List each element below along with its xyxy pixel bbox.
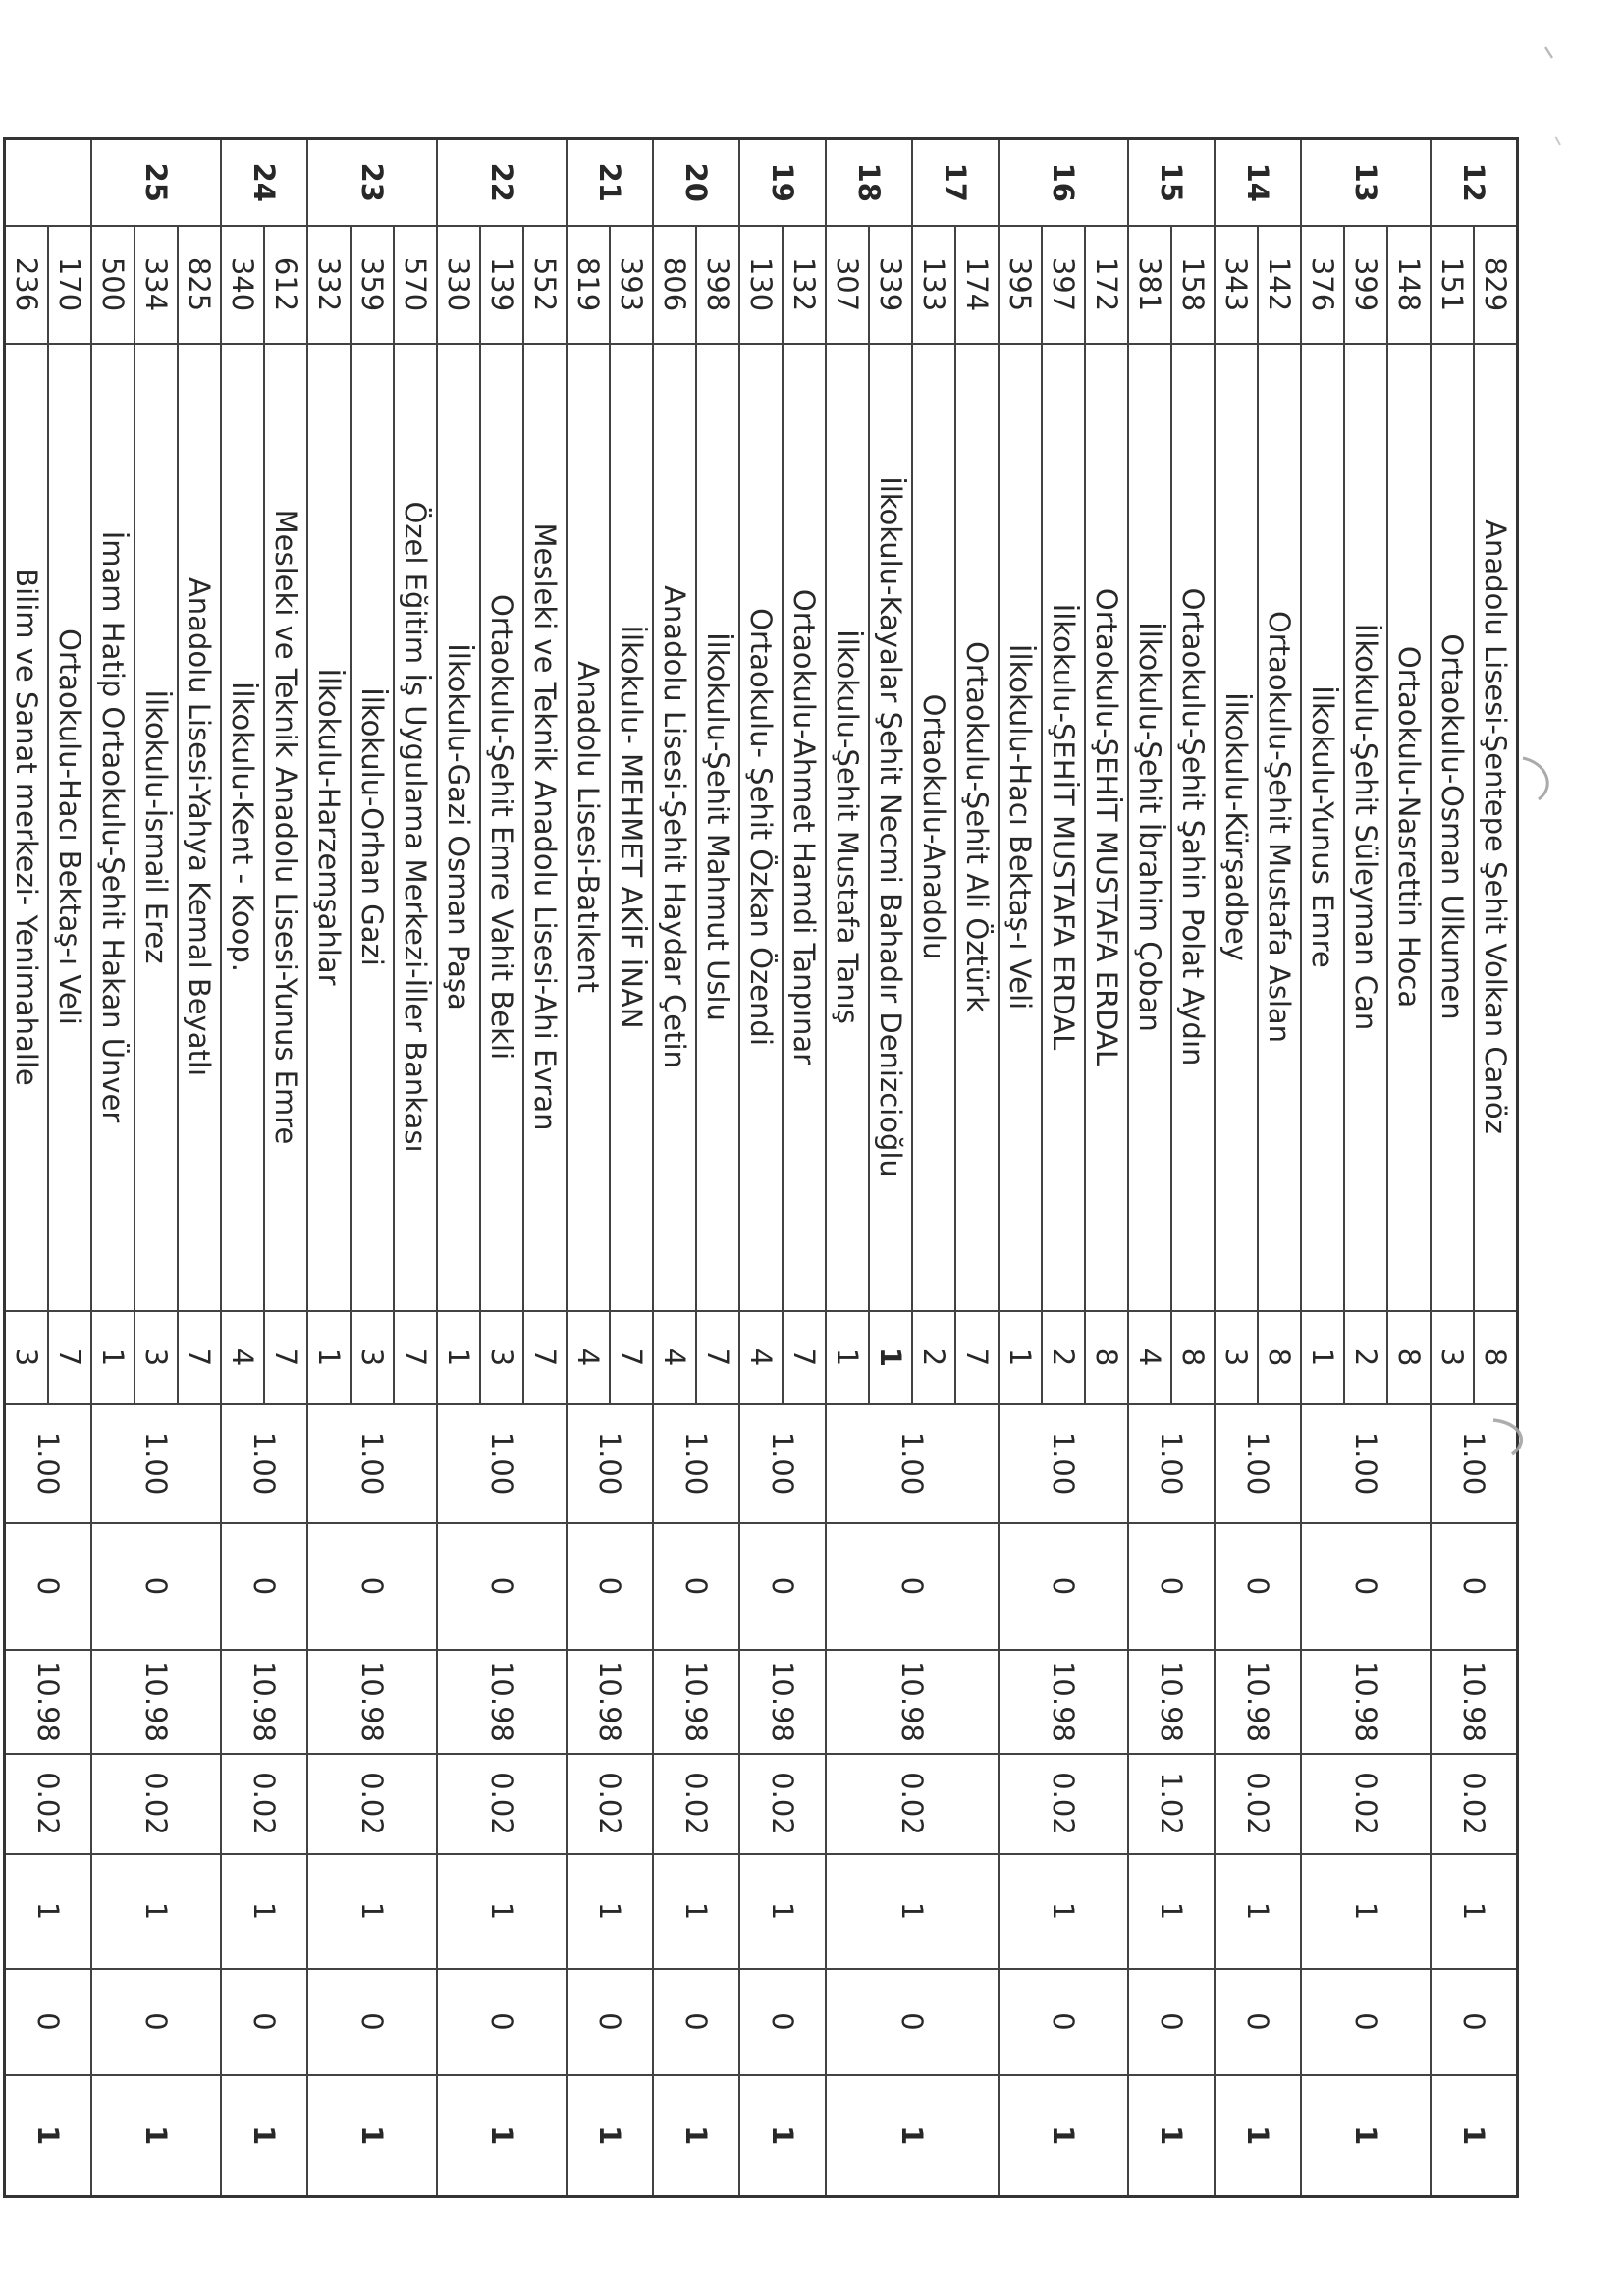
count-cell: 8 xyxy=(1387,1311,1431,1404)
stat-cell: 0.02 xyxy=(1215,1754,1301,1854)
stat-cell: 10.98 xyxy=(91,1650,221,1754)
group-number-cell xyxy=(5,139,92,226)
school-name-cell: Ortaokulu-Şehit Şahin Polat Aydın xyxy=(1171,344,1215,1311)
count-cell: 3 xyxy=(480,1311,523,1404)
count-cell: 7 xyxy=(610,1311,653,1404)
school-name-cell: Mesleki ve Teknik Anadolu Lisesi-Ahi Evran xyxy=(523,344,567,1311)
stat-cell: 10.98 xyxy=(437,1650,567,1754)
stat-cell: 1 xyxy=(5,2075,92,2197)
group-number-cell: 16 xyxy=(999,139,1128,226)
count-cell: 2 xyxy=(1344,1311,1387,1404)
stat-cell: 1 xyxy=(567,2075,653,2197)
group-number-cell: 25 xyxy=(91,139,221,226)
school-code-cell: 133 xyxy=(912,226,955,344)
stat-cell: 10.98 xyxy=(739,1650,826,1754)
stat-cell: 1.00 xyxy=(567,1404,653,1523)
count-cell: 8 xyxy=(1474,1311,1518,1404)
school-code-cell: 500 xyxy=(91,226,135,344)
count-cell: 7 xyxy=(955,1311,999,1404)
stat-cell: 10.98 xyxy=(1431,1650,1518,1754)
school-code-cell: 158 xyxy=(1171,226,1215,344)
school-code-cell: 825 xyxy=(178,226,221,344)
table-row xyxy=(1085,139,1128,2197)
stat-cell: 1 xyxy=(826,2075,999,2197)
group-number-cell: 15 xyxy=(1128,139,1215,226)
count-cell: 4 xyxy=(739,1311,783,1404)
stat-cell: 1.02 xyxy=(1128,1754,1215,1854)
school-name-cell: İlkokulu-Yunus Emre xyxy=(1301,344,1344,1311)
count-cell: 1 xyxy=(826,1311,869,1404)
school-name-cell: İlkokulu-Şehit Mustafa Tanış xyxy=(826,344,869,1311)
table-row xyxy=(1387,139,1431,2197)
stat-cell: 0 xyxy=(91,1523,221,1650)
school-name-cell: Bilim ve Sanat merkezi- Yenimahalle xyxy=(5,344,49,1311)
school-code-cell: 307 xyxy=(826,226,869,344)
count-cell: 7 xyxy=(783,1311,826,1404)
count-cell: 8 xyxy=(1085,1311,1128,1404)
stat-cell: 0 xyxy=(221,1969,307,2075)
stat-cell: 0.02 xyxy=(5,1754,92,1854)
school-allocation-table xyxy=(3,137,1519,2198)
group-number-cell: 14 xyxy=(1215,139,1301,226)
school-code-cell: 806 xyxy=(653,226,696,344)
stat-cell: 1 xyxy=(1301,2075,1431,2197)
group-number-cell: 12 xyxy=(1431,139,1518,226)
school-name-cell: Özel Eğitim İş Uygulama Merkezi-İller Bankası xyxy=(394,344,437,1311)
stat-cell: 1 xyxy=(221,1854,307,1969)
school-code-cell: 148 xyxy=(1387,226,1431,344)
stat-cell: 0 xyxy=(221,1523,307,1650)
school-name-cell: Mesleki ve Teknik Anadolu Lisesi-Yunus Emre xyxy=(264,344,307,1311)
stat-cell: 1 xyxy=(999,1854,1128,1969)
school-code-cell: 330 xyxy=(437,226,480,344)
table-row xyxy=(1474,139,1518,2197)
stat-cell: 10.98 xyxy=(826,1650,999,1754)
count-cell: 1 xyxy=(307,1311,351,1404)
school-code-cell: 819 xyxy=(567,226,610,344)
stat-cell: 0.02 xyxy=(91,1754,221,1854)
school-code-cell: 395 xyxy=(999,226,1042,344)
school-code-cell: 132 xyxy=(783,226,826,344)
stat-cell: 0.02 xyxy=(653,1754,739,1854)
pen-speck-2-icon xyxy=(1555,137,1560,145)
stat-cell: 1.00 xyxy=(307,1404,437,1523)
stat-cell: 0 xyxy=(999,1523,1128,1650)
stat-cell: 1 xyxy=(437,1854,567,1969)
stat-cell: 10.98 xyxy=(653,1650,739,1754)
stat-cell: 0 xyxy=(739,1523,826,1650)
stat-cell: 0 xyxy=(653,1523,739,1650)
school-code-cell: 381 xyxy=(1128,226,1171,344)
stat-cell: 1.00 xyxy=(826,1404,999,1523)
stat-cell: 0.02 xyxy=(999,1754,1128,1854)
group-number-cell: 17 xyxy=(912,139,999,226)
stat-cell: 10.98 xyxy=(999,1650,1128,1754)
table-row xyxy=(264,139,307,2197)
stat-cell: 1.00 xyxy=(91,1404,221,1523)
stat-cell: 0 xyxy=(999,1969,1128,2075)
table-row xyxy=(1171,139,1215,2197)
school-code-cell: 829 xyxy=(1474,226,1518,344)
school-name-cell: İlkokulu-Kayalar Şehit Necmi Bahadır Denizcioğlu xyxy=(869,344,912,1311)
stat-cell: 1 xyxy=(307,1854,437,1969)
school-name-cell: İlkokulu-Şehit İbrahim Çoban xyxy=(1128,344,1171,1311)
table-row xyxy=(696,139,739,2197)
group-number-cell: 20 xyxy=(653,139,739,226)
school-name-cell: Ortaokulu-Şehit Emre Vahit Bekli xyxy=(480,344,523,1311)
school-name-cell: Ortaokulu-Anadolu xyxy=(912,344,955,1311)
school-name-cell: Anadolu Lisesi-Yahya Kemal Beyatlı xyxy=(178,344,221,1311)
stat-cell: 10.98 xyxy=(1215,1650,1301,1754)
school-name-cell: Ortaokulu-Nasrettin Hoca xyxy=(1387,344,1431,1311)
group-number-cell: 21 xyxy=(567,139,653,226)
school-name-cell: Anadolu Lisesi-Şehit Haydar Çetin xyxy=(653,344,696,1311)
school-code-cell: 139 xyxy=(480,226,523,344)
stat-cell: 1 xyxy=(221,2075,307,2197)
school-name-cell: Ortaokulu-Şehit Ali Öztürk xyxy=(955,344,999,1311)
stat-cell: 10.98 xyxy=(567,1650,653,1754)
group-number-cell: 24 xyxy=(221,139,307,226)
stat-cell: 0 xyxy=(437,1523,567,1650)
stat-cell: 10.98 xyxy=(1128,1650,1215,1754)
count-cell: 7 xyxy=(178,1311,221,1404)
count-cell: 7 xyxy=(696,1311,739,1404)
school-code-cell: 393 xyxy=(610,226,653,344)
school-code-cell: 170 xyxy=(48,226,91,344)
school-code-cell: 151 xyxy=(1431,226,1474,344)
stat-cell: 1 xyxy=(5,1854,92,1969)
school-code-cell: 398 xyxy=(696,226,739,344)
stat-cell: 1.00 xyxy=(437,1404,567,1523)
count-cell: 7 xyxy=(394,1311,437,1404)
stat-cell: 0 xyxy=(1431,1523,1518,1650)
stat-cell: 0 xyxy=(437,1969,567,2075)
stat-cell: 1.00 xyxy=(1301,1404,1431,1523)
stat-cell: 1 xyxy=(999,2075,1128,2197)
school-name-cell: İlkokulu-Kürşadbey xyxy=(1215,344,1258,1311)
school-code-cell: 332 xyxy=(307,226,351,344)
stat-cell: 1 xyxy=(1215,2075,1301,2197)
stat-cell: 1 xyxy=(437,2075,567,2197)
stat-cell: 1 xyxy=(1128,2075,1215,2197)
stat-cell: 0 xyxy=(1431,1969,1518,2075)
school-name-cell: Anadolu Lisesi-Batıkent xyxy=(567,344,610,1311)
stat-cell: 1 xyxy=(1431,1854,1518,1969)
school-name-cell: Ortaokulu- Şehit Özkan Özendi xyxy=(739,344,783,1311)
stat-cell: 0.02 xyxy=(826,1754,999,1854)
stat-cell: 0.02 xyxy=(1431,1754,1518,1854)
count-cell: 4 xyxy=(653,1311,696,1404)
stat-cell: 0 xyxy=(567,1969,653,2075)
stat-cell: 0 xyxy=(91,1969,221,2075)
school-name-cell: İlkokulu-Hacı Bektaş-ı Veli xyxy=(999,344,1042,1311)
stat-cell: 0 xyxy=(653,1969,739,2075)
stat-cell: 0 xyxy=(1215,1969,1301,2075)
stat-cell: 1.00 xyxy=(999,1404,1128,1523)
school-code-cell: 359 xyxy=(351,226,394,344)
school-code-cell: 397 xyxy=(1042,226,1085,344)
school-code-cell: 343 xyxy=(1215,226,1258,344)
stat-cell: 10.98 xyxy=(307,1650,437,1754)
stat-cell: 1 xyxy=(1301,1854,1431,1969)
count-cell: 3 xyxy=(135,1311,178,1404)
school-name-cell: İlkokulu-Gazi Osman Paşa xyxy=(437,344,480,1311)
count-cell: 3 xyxy=(351,1311,394,1404)
school-name-cell: İlkokulu-Şehit Mahmut Uslu xyxy=(696,344,739,1311)
school-code-cell: 334 xyxy=(135,226,178,344)
table-row xyxy=(523,139,567,2197)
school-name-cell: İlkokulu-İsmail Erez xyxy=(135,344,178,1311)
stat-cell: 1.00 xyxy=(221,1404,307,1523)
stat-cell: 10.98 xyxy=(221,1650,307,1754)
school-name-cell: Ortaokulu-Şehit Mustafa Aslan xyxy=(1258,344,1301,1311)
count-cell: 4 xyxy=(1128,1311,1171,1404)
school-name-cell: İlkokulu-Şehit Süleyman Can xyxy=(1344,344,1387,1311)
group-number-cell: 22 xyxy=(437,139,567,226)
stat-cell: 0 xyxy=(826,1969,999,2075)
school-code-cell: 174 xyxy=(955,226,999,344)
stat-cell: 1 xyxy=(567,1854,653,1969)
table-row xyxy=(178,139,221,2197)
pen-arc-above-table-left-icon xyxy=(1523,758,1547,799)
stat-cell: 1 xyxy=(739,1854,826,1969)
count-cell: 2 xyxy=(912,1311,955,1404)
stat-cell: 0 xyxy=(307,1523,437,1650)
count-cell: 3 xyxy=(1215,1311,1258,1404)
school-name-cell: İmam Hatip Ortaokulu-Şehit Hakan Ünver xyxy=(91,344,135,1311)
stat-cell: 0 xyxy=(826,1523,999,1650)
stat-cell: 0.02 xyxy=(567,1754,653,1854)
stat-cell: 0.02 xyxy=(307,1754,437,1854)
stat-cell: 1 xyxy=(826,1854,999,1969)
count-cell: 8 xyxy=(1258,1311,1301,1404)
count-cell: 7 xyxy=(48,1311,91,1404)
school-code-cell: 142 xyxy=(1258,226,1301,344)
school-code-cell: 339 xyxy=(869,226,912,344)
school-code-cell: 399 xyxy=(1344,226,1387,344)
school-name-cell: İlkokulu-Orhan Gazi xyxy=(351,344,394,1311)
stat-cell: 1 xyxy=(91,1854,221,1969)
pen-speck-1-icon xyxy=(1545,47,1552,58)
stat-cell: 1 xyxy=(1431,2075,1518,2197)
stat-cell: 1.00 xyxy=(1128,1404,1215,1523)
stat-cell: 0 xyxy=(1128,1969,1215,2075)
stat-cell: 0 xyxy=(5,1969,92,2075)
table-row xyxy=(1258,139,1301,2197)
count-cell: 8 xyxy=(1171,1311,1215,1404)
stat-cell: 1 xyxy=(653,1854,739,1969)
stat-cell: 1 xyxy=(1128,1854,1215,1969)
stat-cell: 0 xyxy=(307,1969,437,2075)
count-cell: 4 xyxy=(221,1311,264,1404)
school-code-cell: 570 xyxy=(394,226,437,344)
stat-cell: 0 xyxy=(1215,1523,1301,1650)
count-cell: 7 xyxy=(523,1311,567,1404)
school-name-cell: İlkokulu- MEHMET AKİF İNAN xyxy=(610,344,653,1311)
school-name-cell: Ortaokulu-Hacı Bektaş-ı Veli xyxy=(48,344,91,1311)
stat-cell: 10.98 xyxy=(1301,1650,1431,1754)
table-row xyxy=(783,139,826,2197)
group-number-cell: 23 xyxy=(307,139,437,226)
table-row xyxy=(394,139,437,2197)
school-code-cell: 340 xyxy=(221,226,264,344)
school-code-cell: 376 xyxy=(1301,226,1344,344)
stat-cell: 0 xyxy=(1301,1969,1431,2075)
school-code-cell: 552 xyxy=(523,226,567,344)
table-row xyxy=(610,139,653,2197)
stat-cell: 1 xyxy=(1215,1854,1301,1969)
stat-cell: 0.02 xyxy=(437,1754,567,1854)
stat-cell: 0 xyxy=(5,1523,92,1650)
count-cell: 4 xyxy=(567,1311,610,1404)
count-cell: 1 xyxy=(1301,1311,1344,1404)
count-cell: 2 xyxy=(1042,1311,1085,1404)
school-name-cell: Ortaokulu-Ahmet Hamdi Tanpınar xyxy=(783,344,826,1311)
count-cell: 3 xyxy=(1431,1311,1474,1404)
stat-cell: 0 xyxy=(1301,1523,1431,1650)
stat-cell: 1.00 xyxy=(5,1404,92,1523)
school-name-cell: Anadolu Lisesi-Şentepe Şehit Volkan Canöz xyxy=(1474,344,1518,1311)
count-cell: 7 xyxy=(264,1311,307,1404)
stat-cell: 1 xyxy=(91,2075,221,2197)
school-code-cell: 172 xyxy=(1085,226,1128,344)
stat-cell: 0 xyxy=(1128,1523,1215,1650)
count-cell: 3 xyxy=(5,1311,49,1404)
count-cell: 1 xyxy=(91,1311,135,1404)
stat-cell: 0 xyxy=(567,1523,653,1650)
school-name-cell: İlkokulu-Kent - Koop. xyxy=(221,344,264,1311)
stat-cell: 1.00 xyxy=(1431,1404,1518,1523)
stat-cell: 0 xyxy=(739,1969,826,2075)
count-cell: 1 xyxy=(869,1311,912,1404)
school-name-cell: İlkokulu-Harzemşahlar xyxy=(307,344,351,1311)
stat-cell: 10.98 xyxy=(5,1650,92,1754)
group-number-cell: 19 xyxy=(739,139,826,226)
count-cell: 1 xyxy=(437,1311,480,1404)
stat-cell: 1 xyxy=(307,2075,437,2197)
stat-cell: 1 xyxy=(653,2075,739,2197)
school-name-cell: İlkokulu-ŞEHİT MUSTAFA ERDAL xyxy=(1042,344,1085,1311)
school-code-cell: 612 xyxy=(264,226,307,344)
group-number-cell: 13 xyxy=(1301,139,1431,226)
stat-cell: 0.02 xyxy=(221,1754,307,1854)
stat-cell: 0.02 xyxy=(1301,1754,1431,1854)
stat-cell: 1.00 xyxy=(739,1404,826,1523)
school-code-cell: 130 xyxy=(739,226,783,344)
table-row xyxy=(48,139,91,2197)
school-name-cell: Ortaokulu-Osman Ulkumen xyxy=(1431,344,1474,1311)
stat-cell: 1.00 xyxy=(1215,1404,1301,1523)
stat-cell: 1.00 xyxy=(653,1404,739,1523)
school-code-cell: 236 xyxy=(5,226,49,344)
table-row xyxy=(955,139,999,2197)
stat-cell: 1 xyxy=(739,2075,826,2197)
school-name-cell: Ortaokulu-ŞEHİT MUSTAFA ERDAL xyxy=(1085,344,1128,1311)
count-cell: 1 xyxy=(999,1311,1042,1404)
group-number-cell: 18 xyxy=(826,139,912,226)
stat-cell: 0.02 xyxy=(739,1754,826,1854)
